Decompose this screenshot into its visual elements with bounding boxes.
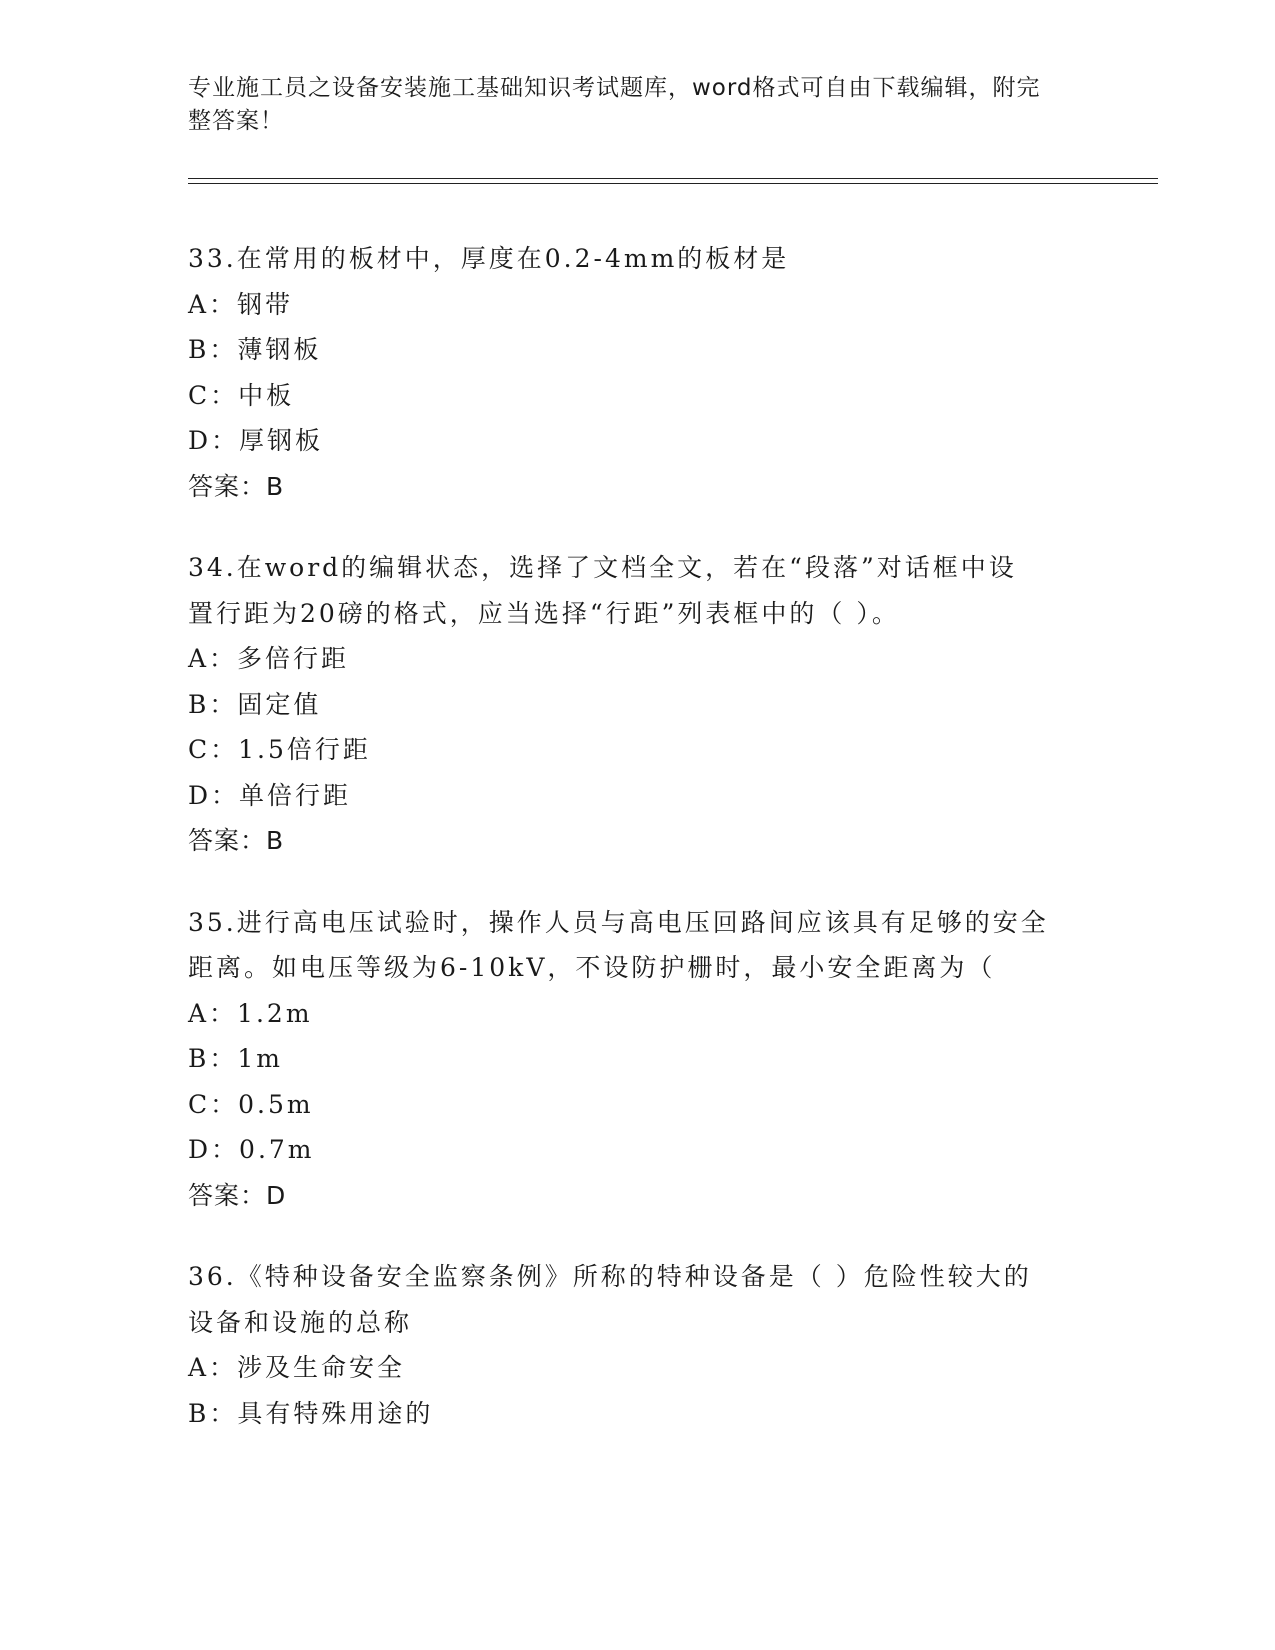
question-34 — [188, 545, 1088, 864]
option-c: C：0.5m — [188, 1089, 314, 1119]
header-rule-bottom — [188, 183, 1158, 184]
option-b: B：固定值 — [188, 689, 322, 719]
option-b: B：薄钢板 — [188, 335, 322, 364]
option-a: A：多倍行距 — [188, 644, 350, 673]
question-stem: 35.进行高电压试验时，操作人员与高电压回路间应该具有足够的安全 — [188, 907, 1049, 937]
option-a: A：钢带 — [188, 289, 294, 319]
question-list — [188, 236, 1088, 1472]
question-stem-continued: 设备和设施的总称 — [188, 1307, 413, 1337]
option-a: A：1.2m — [188, 998, 313, 1028]
question-33 — [188, 236, 1088, 509]
answer: 答案：D — [188, 1180, 287, 1210]
header-line-1: 专业施工员之设备安装施工基础知识考试题库，word格式可自由下载编辑，附完 — [188, 75, 1041, 101]
question-stem: 36.《特种设备安全监察条例》所称的特种设备是（ ）危险性较大的 — [188, 1262, 1032, 1291]
header-line-2: 整答案！ — [188, 108, 284, 134]
option-c: C：中板 — [188, 380, 295, 410]
option-b: B：1m — [188, 1044, 283, 1073]
question-stem: 34.在word的编辑状态，选择了文档全文，若在“段落”对话框中设 — [188, 553, 1017, 582]
answer: 答案：B — [188, 826, 285, 855]
question-stem-continued: 距离。如电压等级为6-10kV，不设防护栅时，最小安全距离为（ — [188, 953, 996, 982]
answer: 答案：B — [188, 471, 285, 501]
option-d: D：厚钢板 — [188, 426, 324, 455]
option-c: C：1.5倍行距 — [188, 735, 371, 764]
document-header — [188, 72, 1088, 138]
question-stem-continued: 置行距为20磅的格式，应当选择“行距”列表框中的（ ）。 — [188, 598, 900, 628]
option-b: B：具有特殊用途的 — [188, 1398, 434, 1428]
header-rule-top — [188, 178, 1158, 179]
option-d: D：0.7m — [188, 1135, 315, 1164]
question-36 — [188, 1254, 1088, 1436]
question-35 — [188, 900, 1088, 1219]
question-stem: 33.在常用的板材中，厚度在0.2-4mm的板材是 — [188, 244, 790, 273]
option-a: A：涉及生命安全 — [188, 1353, 406, 1382]
option-d: D：单倍行距 — [188, 780, 352, 810]
